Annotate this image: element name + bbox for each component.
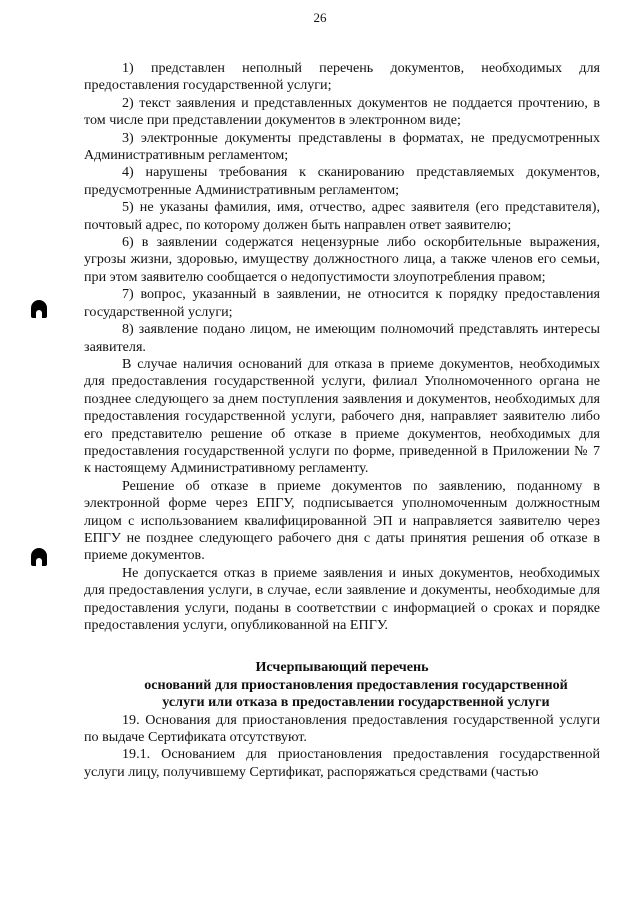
section-heading-subtitle: оснований для приостановления предоставления государственной услуги или отказа в предоставлении государственной услуги [144,676,568,711]
binder-hole-mark [31,300,47,318]
section-heading-title: Исчерпывающий перечень [255,659,429,676]
list-item-8: 8) заявление подано лицом, не имеющим полномочий представлять интересы заявителя. [84,321,600,355]
document-body [84,60,600,781]
page-number: 26 [313,10,327,25]
list-item-7: 7) вопрос, указанный в заявлении, не относится к порядку предоставления государственной услуги; [84,286,600,320]
paragraph-no-refusal: Не допускается отказ в приеме заявления и иных документов, необходимых для предоставления услуги, в случае, если заявление и документы, необходимые для предоставления услуги, поданы в соответствии с информацией о сроках и порядке предоставления услуги, опубликованной на ЕПГУ. [84,564,600,633]
list-item-5: 5) не указаны фамилия, имя, отчество, адрес заявителя (его представителя), почтовый адрес, по которому должен быть направлен ответ заявителю; [84,199,600,233]
paragraph-19: 19. Основания для приостановления предоставления государственной услуги по выдаче Сертификата отсутствуют. [84,711,600,746]
list-item-1: 1) представлен неполный перечень документов, необходимых для предоставления государственной услуги; [84,60,600,94]
list-item-3: 3) электронные документы представлены в форматах, не предусмотренных Административным регламентом; [84,129,600,164]
list-item-4: 4) нарушены требования к сканированию представляемых документов, предусмотренные Административным регламентом; [84,164,600,198]
binder-hole-mark [31,548,47,566]
list-item-6: 6) в заявлении содержатся нецензурные либо оскорбительные выражения, угрозы жизни, здоровью, имуществу должностного лица, а также членов его семьи, при этом заявителю сообщается о недопустимости злоупотребления правом; [84,234,600,285]
paragraph-refusal-notice: В случае наличия оснований для отказа в приеме документов, необходимых для предоставления государственной услуги, филиал Уполномоченного органа не позднее следующего за днем поступления заявления и документов, необходимых для предоставления государственной услуги, рабочего дня, направляет заявителю либо его представителю решение об отказе в приеме документов, необходимых для предоставления государственной услуги по форме, приведенной в Приложении № 7 к настоящему Административному регламенту. [84,355,600,477]
paragraph-19-1: 19.1. Основанием для приостановления предоставления государственной услуги лицу, получившему Сертификат, распоряжаться средствами (частью [84,746,600,780]
paragraph-electronic-decision: Решение об отказе в приеме документов по заявлению, поданному в электронной форме через ЕПГУ, подписывается уполномоченным должностным лицом с использованием квалифицированной ЭП и направляется заявителю через ЕПГУ не позднее следующего рабочего дня с даты принятия решения об отказе в приеме документов. [84,477,600,564]
list-item-2: 2) текст заявления и представленных документов не поддается прочтению, в том числе при представлении документов в электронном виде; [84,94,600,129]
